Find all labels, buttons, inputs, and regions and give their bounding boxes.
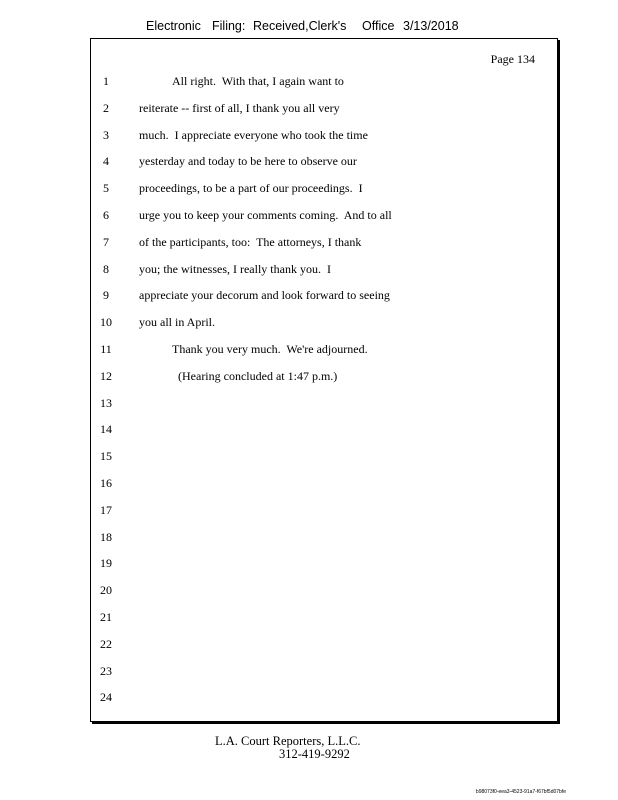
line-number: 10: [100, 315, 112, 330]
filing-stamp-word-electronic: Electronic: [146, 19, 201, 33]
line-number: 15: [100, 449, 112, 464]
transcript-line: [91, 529, 557, 556]
transcript-line: [91, 234, 557, 261]
line-text: much. I appreciate everyone who took the time: [139, 127, 368, 142]
filing-stamp-date: 3/13/2018: [403, 19, 459, 33]
line-text: (Hearing concluded at 1:47 p.m.): [178, 368, 338, 383]
line-number: 11: [100, 341, 112, 356]
line-number: 12: [100, 368, 112, 383]
transcript-line: [91, 261, 557, 288]
transcript-line: [91, 368, 557, 395]
line-number: 6: [103, 207, 109, 222]
filing-stamp-word-filing: Filing:: [212, 19, 246, 33]
line-text: urge you to keep your comments coming. And to all: [139, 207, 392, 222]
transcript-line: [91, 207, 557, 234]
transcript-line: [91, 582, 557, 609]
line-number: 2: [103, 100, 109, 115]
transcript-line: [91, 127, 557, 154]
line-number: 24: [100, 690, 112, 705]
line-number: 16: [100, 475, 112, 490]
line-number: 21: [100, 609, 112, 624]
transcript-line: [91, 73, 557, 100]
transcript-page: [90, 38, 558, 722]
transcript-line: [91, 689, 557, 716]
line-number: 8: [103, 261, 109, 276]
line-text: reiterate -- first of all, I thank you all very: [139, 100, 340, 115]
transcript-line: [91, 663, 557, 690]
line-number: 13: [100, 395, 112, 410]
transcript-line: [91, 502, 557, 529]
transcript-line: [91, 555, 557, 582]
line-number: 20: [100, 583, 112, 598]
line-number: 1: [103, 74, 109, 88]
transcript-line: [91, 609, 557, 636]
transcript-lines: [91, 73, 557, 716]
line-number: 17: [100, 502, 112, 517]
line-text: you all in April.: [139, 315, 215, 330]
line-number: 9: [103, 288, 109, 303]
line-text: yesterday and today to be here to observe our: [139, 154, 357, 169]
filing-stamp-word-office: Office: [362, 19, 395, 33]
reporter-company: L.A. Court Reporters, L.L.C.: [215, 734, 361, 748]
line-number: 3: [103, 127, 109, 142]
transcript-line: [91, 395, 557, 422]
line-number: 7: [103, 234, 109, 249]
line-text: you; the witnesses, I really thank you. I: [139, 261, 331, 276]
line-number: 5: [103, 181, 109, 196]
line-number: 19: [100, 556, 112, 571]
transcript-line: [91, 475, 557, 502]
transcript-line: [91, 314, 557, 341]
electronic-filing-stamp: [0, 19, 618, 39]
line-number: 18: [100, 529, 112, 544]
line-text: All right. With that, I again want to: [172, 74, 344, 88]
line-text: Thank you very much. We're adjourned.: [172, 341, 368, 356]
line-number: 14: [100, 422, 112, 437]
reporter-phone: 312-419-9292: [279, 747, 350, 761]
transcript-line: [91, 100, 557, 127]
page-number: Page 134: [490, 52, 535, 66]
line-text: proceedings, to be a part of our proceedings. I: [139, 181, 363, 196]
transcript-line: [91, 153, 557, 180]
document-hash: b98073f0-eea3-4523-91a7-f67bf5d07bfe: [475, 789, 566, 795]
transcript-line: [91, 180, 557, 207]
transcript-line: [91, 421, 557, 448]
transcript-line: [91, 636, 557, 663]
line-text: of the participants, too: The attorneys, I thank: [139, 234, 362, 249]
line-number: 23: [100, 663, 112, 678]
line-number: 22: [100, 636, 112, 651]
filing-stamp-word-received: Received,Clerk's: [253, 19, 347, 33]
transcript-line: [91, 287, 557, 314]
line-text: appreciate your decorum and look forward to seeing: [139, 288, 390, 303]
transcript-line: [91, 341, 557, 368]
line-number: 4: [103, 154, 109, 169]
transcript-line: [91, 448, 557, 475]
